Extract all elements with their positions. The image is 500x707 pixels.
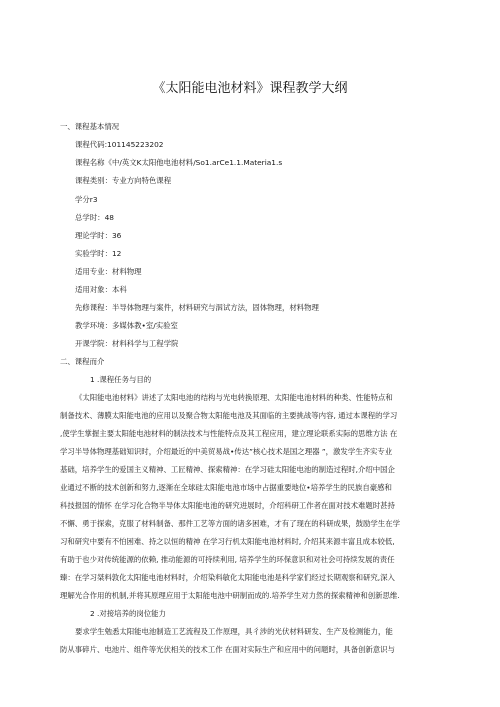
page-title: 《太阳能电池材料》课程教学大纲	[152, 81, 348, 96]
field-total-hours: 总学时：48	[75, 213, 114, 222]
field-course-name: 课程名称《中/英文K太阳他电池材料/So1.arCe1.1.Materia1.s	[75, 158, 283, 167]
field-lab-hours: 实验学时：12	[75, 249, 122, 258]
field-prerequisites: 先修课程：半导体物理与案件，材料研究与泅试方法，固体物理，材料物理	[75, 303, 319, 312]
paragraph-line: 习和研究中要有不怕困难、持之以恒的精神 在学习行机太阳能电池材料时, 介绍其来源丰富且成本较低,	[60, 537, 395, 546]
field-major: 适用专业：材料物理	[75, 267, 142, 276]
paragraph-line: 要求学生勉悉太阳能电池制造工艺流程及工作原理，具彳涉的光伏材料研发、生产及检测能力，能	[75, 627, 393, 636]
section-heading-basic-info: 一、课程基本情况	[60, 122, 120, 131]
field-college: 开课学院：材料科学与工程学院	[75, 339, 179, 348]
subheading-task-purpose: 1 .课程任务与目的	[90, 375, 152, 384]
paragraph-line: 学习半导体物理基础知识时，介绍最近的中美贸易战•传达”核心技术是国之理器 ”，激发学生齐实专业	[60, 447, 393, 456]
paragraph-line: 不懈、勇于探索，克服了材料制备、那件工艺等方面的诸多困难，才有了现在的科研成果，鼓励学生在学	[60, 519, 400, 528]
paragraph-line: 基础，培养学生的爱国主义精神、工匠精神、探索精神：在学习硅太阳能电池的制造过程时,介绍中国企	[60, 465, 395, 474]
paragraph-line: 业通过不断的技术创新和努力,逐渐在全球硅太阳能电池市场中占据重要地位•培养学生的民族自豪感和	[60, 483, 392, 492]
field-theory-hours: 理论学时：36	[75, 231, 122, 240]
paragraph-line: 制备技术、薄膜太阳能电池的应用以及聚合物太阳能电池及其面临的主要挑战等内容, 通过本课程的学习	[60, 411, 398, 420]
paragraph-line: 防从事碎片、电池片、组件等光伏相关的技术工作 在面对实际生产和应用中的问题时，具备创新意识与	[60, 645, 395, 654]
paragraph-line: 《太阳能电池材料》讲述了太阳电池的结构与光电转换原理、太阳能电池材料的种类、性能特点和	[75, 393, 393, 402]
field-course-code: 课程代码:101145223202	[75, 140, 164, 149]
field-credits: 学分r3	[75, 195, 98, 204]
section-heading-overview: 二、课程而介	[60, 357, 105, 366]
paragraph-line: 有助于也少对传统能源的依赖, 推动能源的可持续利用, 培养学生的环保意识和对社会可持续发展的责任	[60, 555, 395, 564]
paragraph-line: 科技报国的情怀 在学习化合物半导体太阳能电池的研究进展时，介绍科研工作者在面对技术难题时甚持	[60, 501, 395, 510]
subheading-job-ability: 2 .对接培养的岗位能力	[90, 609, 166, 618]
paragraph-line: ,使学生掌握主要太阳能电池材料的制法技术与性能特点及其工程应用，建立理论联系实际的思维方法 在	[60, 429, 398, 438]
paragraph-line: 理解光合作用的机制,并将其原理应用于太阳能电池中研制而成的.培养学生对力然的探索精神和创新思维.	[60, 591, 400, 600]
field-environment: 教学环境：多媒体教•室/实验室	[75, 321, 178, 330]
field-audience: 适用对象：本科	[75, 285, 127, 294]
paragraph-line: 臻：在学习桀料敦化太阳能电池材料时，介绍染料敏化太阳能电池是科学家们经过长期观察和研究,深入	[60, 573, 395, 582]
field-course-category: 课程类别：专业方向特色课程	[75, 176, 172, 185]
